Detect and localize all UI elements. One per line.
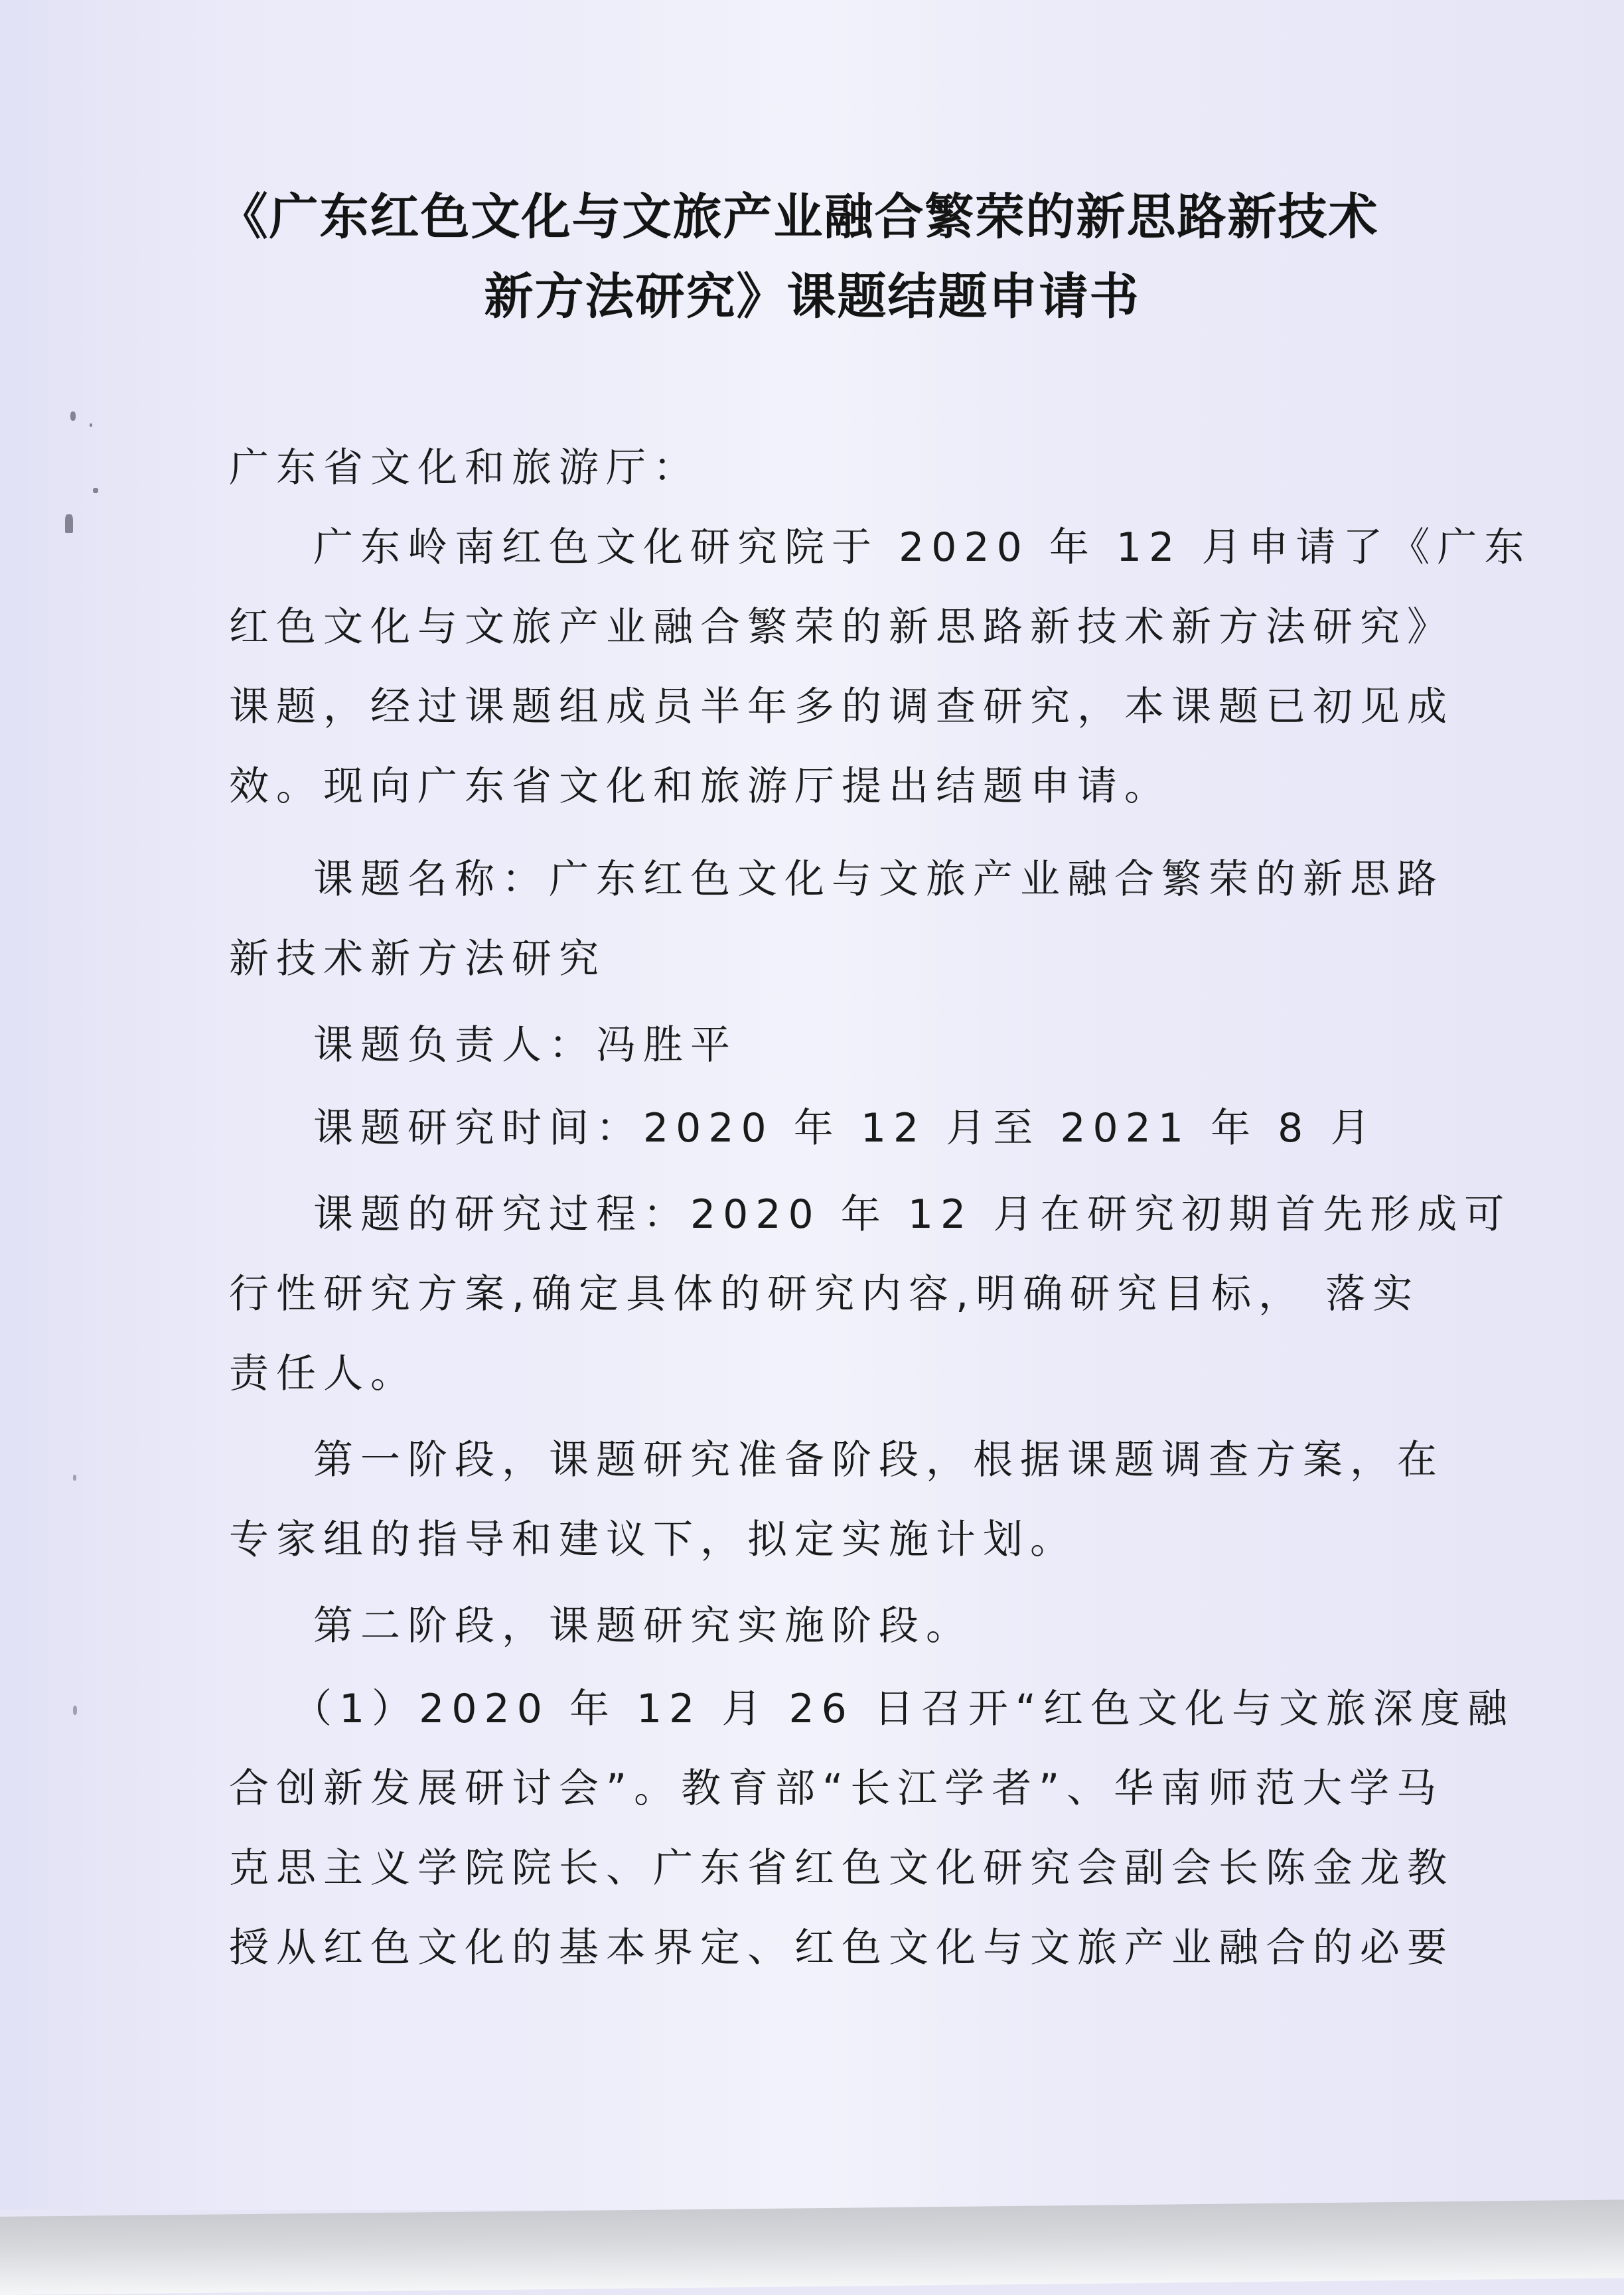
- phase-one-line: 专家组的指导和建议下，拟定实施计划。: [229, 1517, 1077, 1563]
- phase-two-item-line: 授从红色文化的基本界定、红色文化与文旅产业融合的必要: [229, 1925, 1454, 1971]
- research-process-line: 课题的研究过程：2020 年 12 月在研究初期首先形成可: [313, 1191, 1512, 1238]
- project-leader: 课题负责人：冯胜平: [313, 1022, 737, 1069]
- project-name-line: 新技术新方法研究: [229, 936, 606, 982]
- paragraph-line: 课题，经过课题组成员半年多的调查研究，本课题已初见成: [229, 684, 1454, 730]
- paragraph-line: 红色文化与文旅产业融合繁荣的新思路新技术新方法研究》: [229, 604, 1454, 650]
- phase-two-item-line: 克思主义学院院长、广东省红色文化研究会副会长陈金龙教: [229, 1845, 1454, 1891]
- project-period: 课题研究时间：2020 年 12 月至 2021 年 8 月: [313, 1105, 1378, 1151]
- phase-two-item-line: （1）2020 年 12 月 26 日召开“红色文化与文旅深度融: [292, 1686, 1515, 1732]
- research-process-line: 行性研究方案,确定具体的研究内容,明确研究目标， 落实: [229, 1271, 1420, 1317]
- research-process-line: 责任人。: [229, 1351, 417, 1397]
- scan-artifact-mark: [73, 1475, 76, 1481]
- phase-two-item-line: 合创新发展研讨会”。教育部“长江学者”、华南师范大学马: [229, 1765, 1444, 1812]
- scan-artifact-mark: [73, 1706, 77, 1715]
- paragraph-line: 效。现向广东省文化和旅游厅提出结题申请。: [229, 763, 1171, 810]
- document-title-line-2: 新方法研究》课题结题申请书: [484, 268, 1140, 325]
- phase-two-heading: 第二阶段，课题研究实施阶段。: [313, 1603, 973, 1649]
- scan-artifact-mark: [70, 411, 76, 421]
- project-name-line: 课题名称：广东红色文化与文旅产业融合繁荣的新思路: [313, 856, 1444, 903]
- paragraph-line: 广东岭南红色文化研究院于 2020 年 12 月申请了《广东: [313, 524, 1532, 571]
- scan-artifact-mark: [65, 514, 73, 533]
- phase-one-line: 第一阶段，课题研究准备阶段，根据课题调查方案，在: [313, 1437, 1444, 1483]
- document-title-line-1: 《广东红色文化与文旅产业融合繁荣的新思路新技术: [218, 188, 1379, 246]
- scanner-edge-strip: [0, 2199, 1624, 2295]
- salutation: 广东省文化和旅游厅：: [229, 445, 700, 491]
- scan-artifact-mark: [93, 488, 98, 493]
- scan-artifact-mark: [90, 423, 92, 427]
